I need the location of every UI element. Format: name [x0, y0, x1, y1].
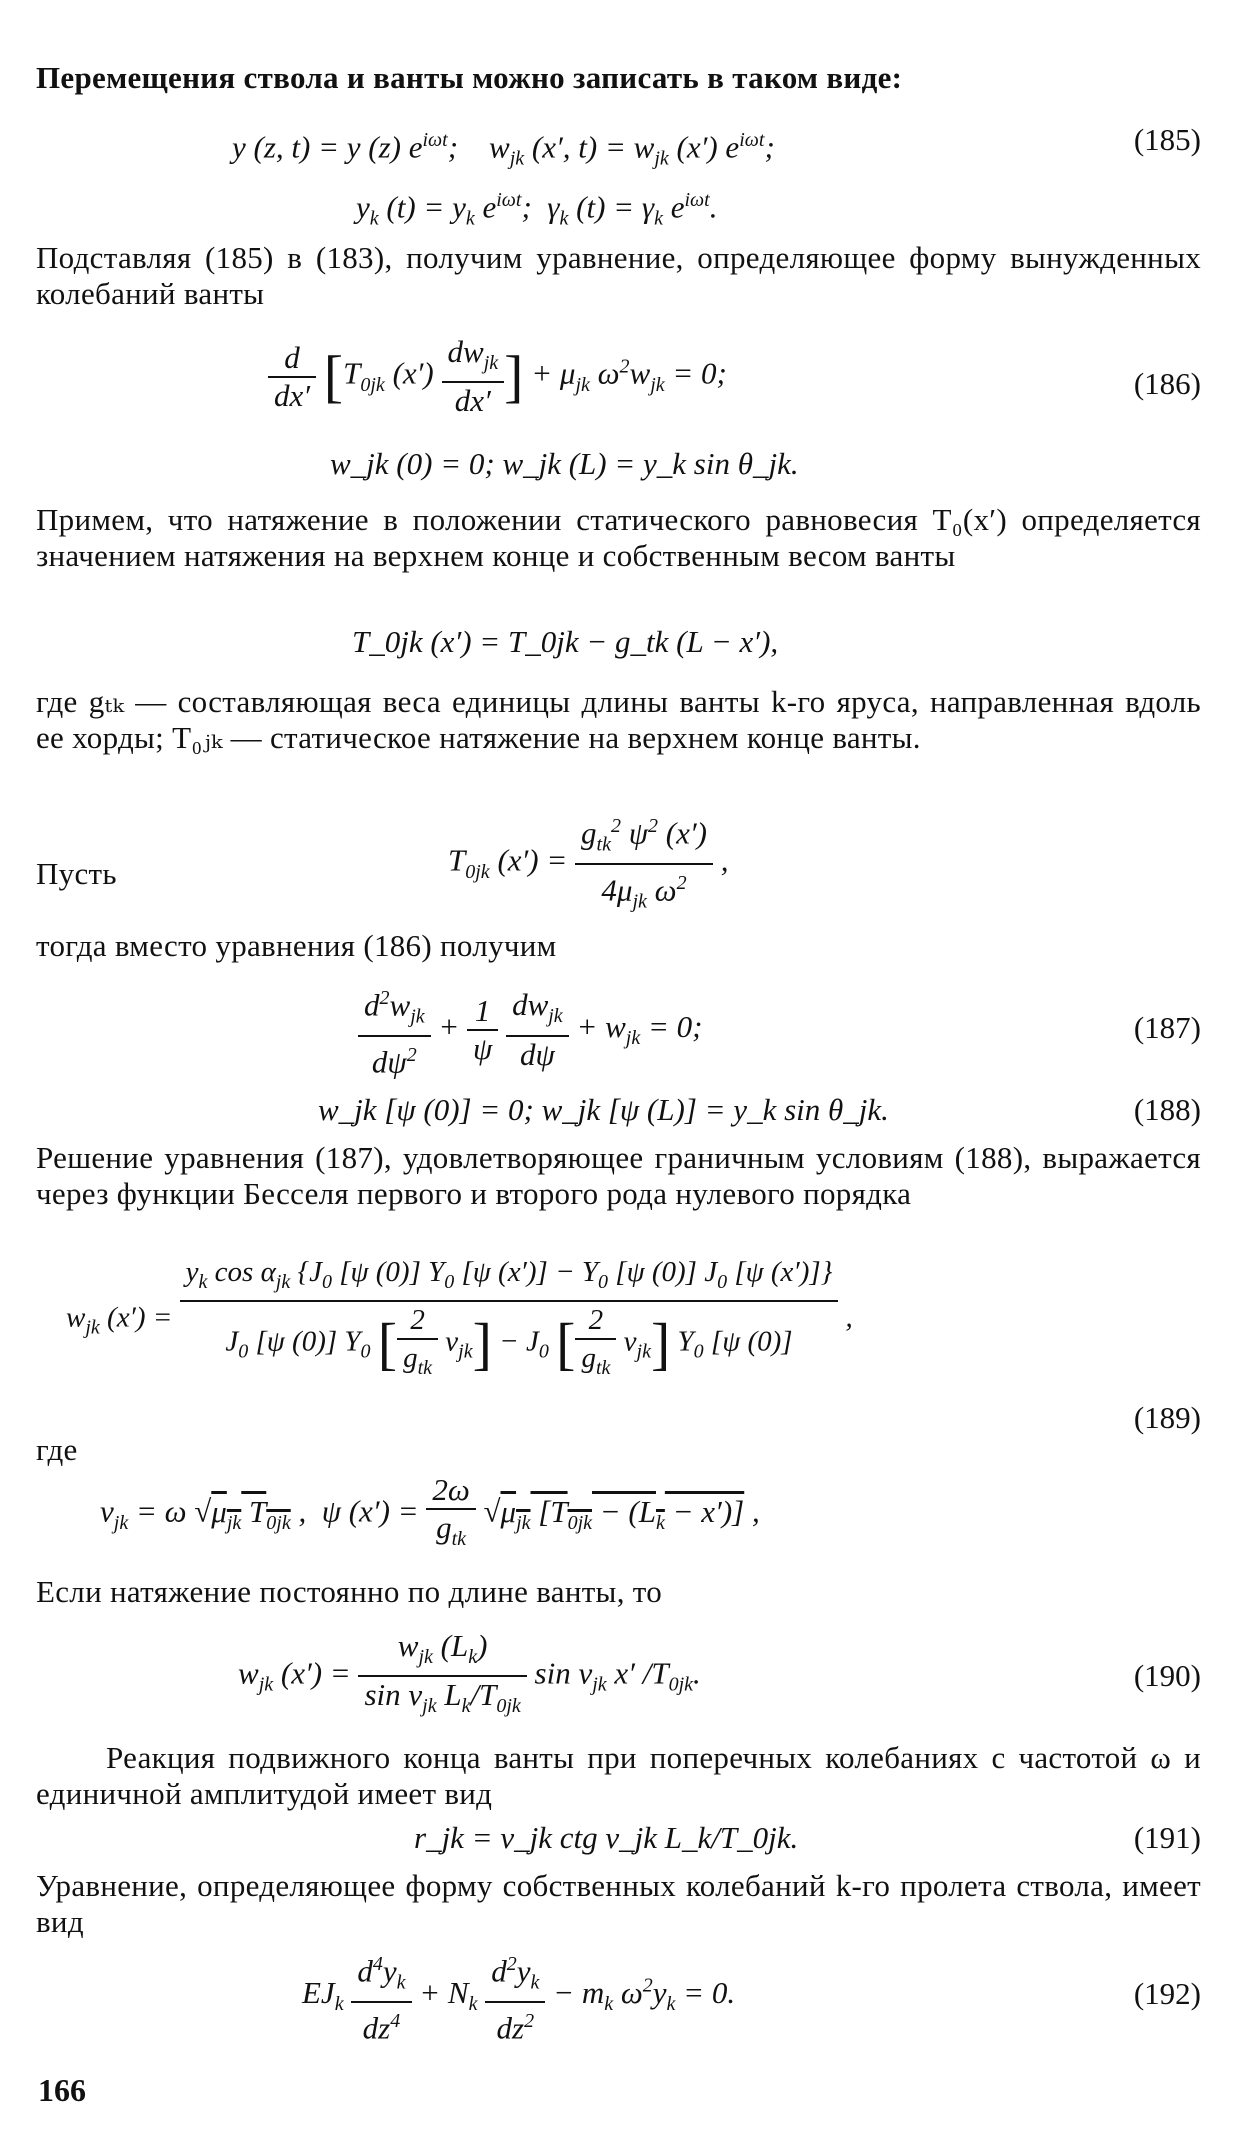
equation-189: $w_{jk}$ (x′) = $y_k$ $\cos \alpha_{jk}$ {$J_0$ [ψ (0)] $Y_0$ [ψ $(x')] - Y_0$ [ψ (0)] $J_0$ [ψ (x′)]} $J_0$ [ψ (0)] $Y_0$ [ $\frac{2}{g_{tk}}$ $\nu_{jk}] - J_0$ [ $\frac{2}{g_{tk}}$ $\nu_{jk}$] $Y_0$ [ψ (0)] , — [66, 1256, 853, 1379]
paragraph-solution: Решение уравнения (187), удовлетворяющее граничным условиям (188), выражается через функции Бесселя первого и второго рода нулевого порядка — [36, 1140, 1201, 1211]
equation-number: (190) — [1133, 1658, 1201, 1693]
equation-186: $\frac{d}{dx'}$ [$T_{0jk}$ (x′) $\frac{dw_{jk}}{dx'}$ ] + $\mu_{jk}$ $\omega^2w_{jk} = 0$; — [268, 334, 727, 419]
equation-191: r_jk = ν_jk ctg ν_jk L_k/T_0jk. — [414, 1820, 799, 1855]
paragraph-free-vibration: Уравнение, определяющее форму собственных колебаний k-го пролета ствола, имеет вид — [36, 1868, 1201, 1939]
equation-185-line1: y (z, t) = y (z) $e^{i\omega t}$; $w_{jk}$ (x′, $t) = w_{jk}$ (x′) $e^{i\omega t}$; — [232, 129, 775, 170]
equation-number: (189) — [1133, 1400, 1201, 1435]
paragraph-tension: Примем, что натяжение в положении статического равновесия T₀(x′) определяется значением натяжения на верхнем конце и собственным весом ванты — [36, 502, 1201, 573]
equation-number: (191) — [1133, 1820, 1201, 1855]
equation-tension: T_0jk (x′) = T_0jk − g_tk (L − x′), — [352, 624, 779, 659]
paragraph-substitution: Подставляя (185) в (183), получим уравнение, определяющее форму вынужденных колебаний ванты — [36, 240, 1201, 311]
equation-nu-psi: $\nu_{jk} = \omega$ $√\mu_{jk}$ $T_{0jk}$ , ψ (x′) = $\frac{2\omega}{g_{tk}}$ $√\mu_{jk}$ $[T_{0jk} - (L_k - x')]$ , — [100, 1472, 760, 1551]
paragraph-where-g: где gₜₖ — составляющая веса единицы длины ванты k-го яруса, направленная вдоль ее хорды; T₀ⱼₖ — статическое натяжение на верхнем конце ванты. — [36, 684, 1201, 755]
equation-number: (185) — [1133, 122, 1201, 157]
equation-190: $w_{jk}$ (x′) = $\frac{w_{jk} (L_k)}{\sin \nu_{jk} L_k/T_{0jk}}$ $\sin \nu_{jk}$ x′ $/T_{0jk}$. — [238, 1628, 701, 1718]
equation-number: (187) — [1133, 1010, 1201, 1045]
equation-186-bc: w_jk (0) = 0; w_jk (L) = y_k sin θ_jk. — [330, 446, 799, 481]
equation-tension-psi: $T_{0jk}$ (x′) = $\frac{g_{tk}^2 \psi^2 (x')}{4\mu_{jk} \omega^2}$ , — [448, 808, 728, 919]
paragraph-reaction: Реакция подвижного конца ванты при поперечных колебаниях с частотой ω и единичной амплитудой имеет вид — [36, 1740, 1201, 1811]
paragraph-then: тогда вместо уравнения (186) получим — [36, 928, 557, 963]
equation-185-line2: $y_k$ $(t) = y_k$ $e^{i\omega t}$; $\gamma_k$ $(t) = \gamma_k$ $e^{i\omega t}$. — [356, 189, 718, 230]
equation-188: w_jk [ψ (0)] = 0; w_jk [ψ (L)] = y_k sin θ_jk. — [318, 1092, 889, 1127]
paragraph-constant-tension: Если натяжение постоянно по длине ванты, то — [36, 1574, 663, 1609]
paragraph-let: Пусть — [36, 856, 117, 891]
equation-number: (188) — [1133, 1092, 1201, 1127]
equation-192: $EJ_k$ $\frac{d^4y_k}{dz^4}$ + $N_k$ $\frac{d^2y_k}{dz^2}$ − $m_k$ $\omega^2y_k = 0$. — [302, 1946, 735, 2046]
equation-187: $\frac{d^2w_{jk}}{d\psi^2}$ + $\frac{1}{\psi}$ $\frac{dw_{jk}}{d\psi}$ + $w_{jk} = 0$; — [358, 980, 702, 1080]
paragraph-intro: Перемещения ствола и ванты можно записать в таком виде: — [36, 60, 903, 95]
equation-number: (186) — [1133, 366, 1201, 401]
page-number: 166 — [38, 2072, 86, 2108]
paragraph-where: где — [36, 1432, 78, 1467]
equation-number: (192) — [1133, 1976, 1201, 2011]
